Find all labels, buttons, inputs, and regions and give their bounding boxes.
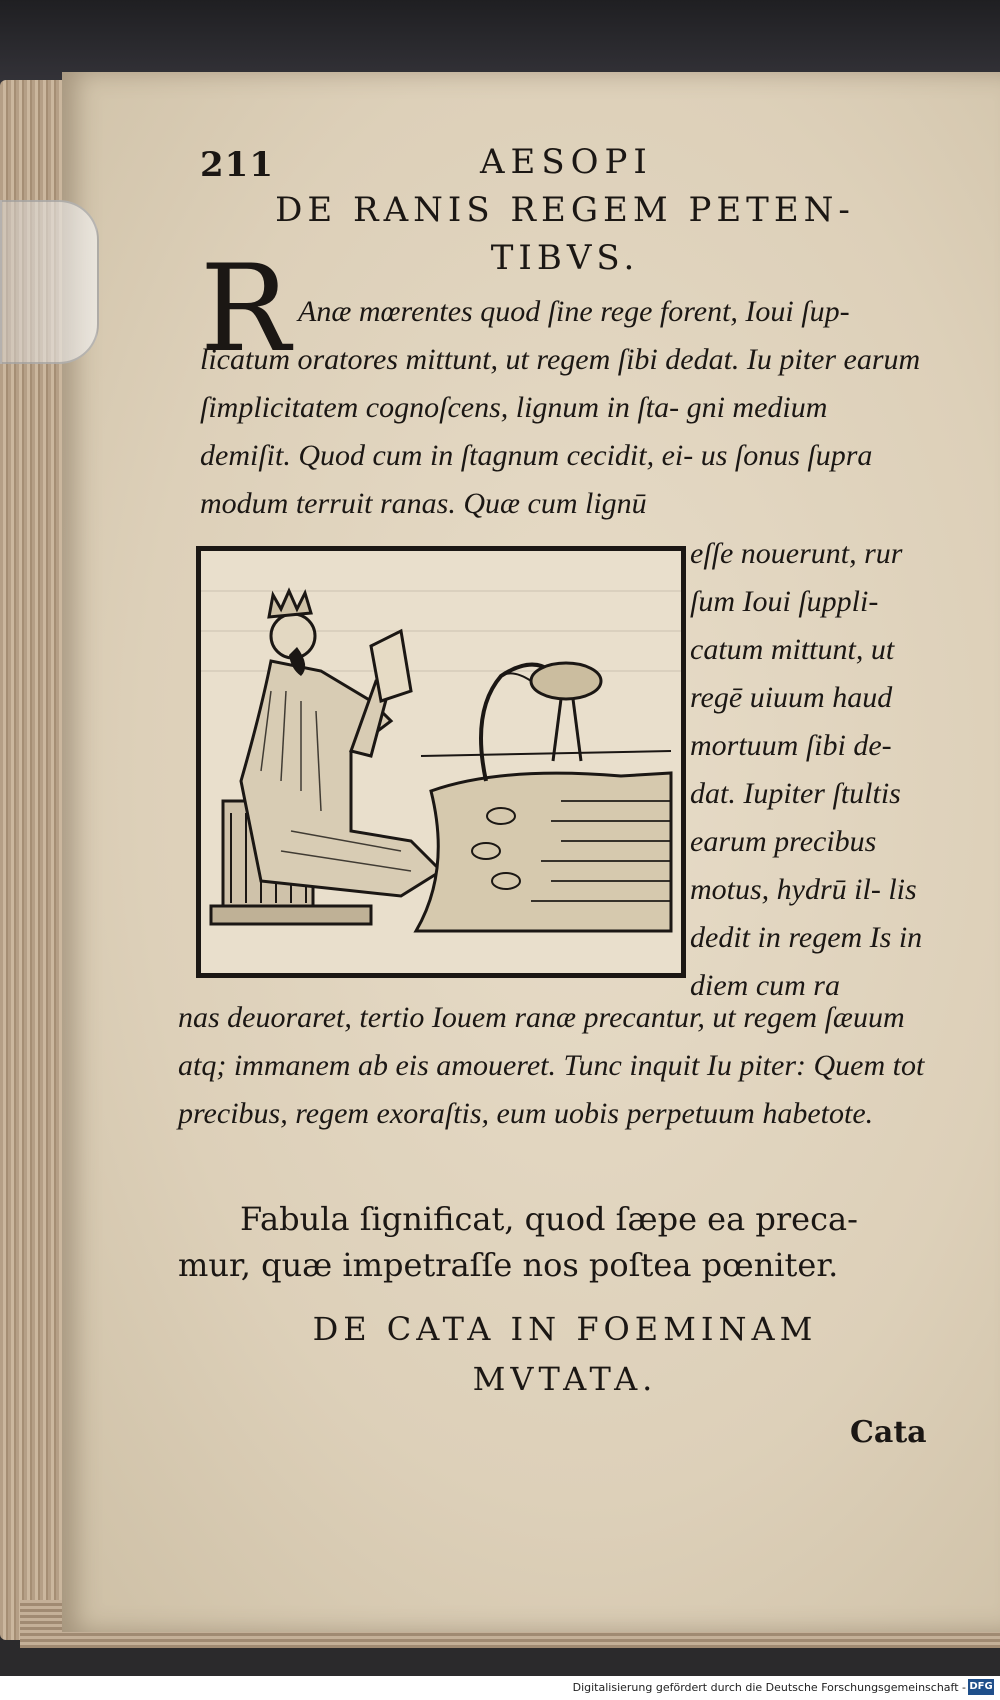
page-number: 211 <box>200 145 274 185</box>
page-clip <box>0 200 99 364</box>
fable-title-line-2: TIBVS. <box>490 238 640 278</box>
catchword: Cata <box>850 1415 927 1450</box>
digitization-credit: Digitalisierung gefördert durch die Deutsche Forschungsgemeinschaft - <box>572 1681 966 1694</box>
side-column-text: eſſe nouerunt, rur ſum Ioui ſuppli- catum mittunt, ut regē uiuum haud mortuum ſibi de- dat. Iupiter ſtultis earum precibus motus, hydrū il- lis dedit in regem Is in diem cum ra <box>690 537 923 1002</box>
running-head: AESOPI <box>480 142 653 182</box>
drop-cap: R <box>200 240 291 379</box>
next-fable-title-line-1: DE CATA IN FOEMINAM <box>312 1310 818 1348</box>
dfg-logo: DFG <box>968 1679 994 1695</box>
fable-title-line-1: DE RANIS REGEM PETEN- <box>275 190 855 230</box>
next-fable-title-line-2: MVTATA. <box>472 1360 658 1398</box>
woodcut-illustration <box>196 546 686 978</box>
fable-paragraph: Anæ mœrentes quod ſine rege forent, Ioui ſup- licatum oratores mittunt, ut regem ſibi dedat. Iu piter earum ſimplicitatem cognoſcens, lignum in ſta- gni medium demiſit. Quod cum in ſtagnum cecidit, ei- us ſonus ſupra modum terruit ranas. Quæ cum lignū <box>200 295 921 520</box>
fable-moral: Fabula ſignificat, quod ſæpe ea preca- mur, quæ impetraſſe nos poſtea pœniter. <box>178 1200 858 1284</box>
fable-paragraph-continued: nas deuoraret, tertio Iouem ranæ precantur, ut regem ſæuum atq; immanem ab eis amoueret. Tunc inquit Iu piter: Quem tot precibus, regem exoraſtis, eum uobis perpetuum habetote. <box>178 1001 925 1130</box>
